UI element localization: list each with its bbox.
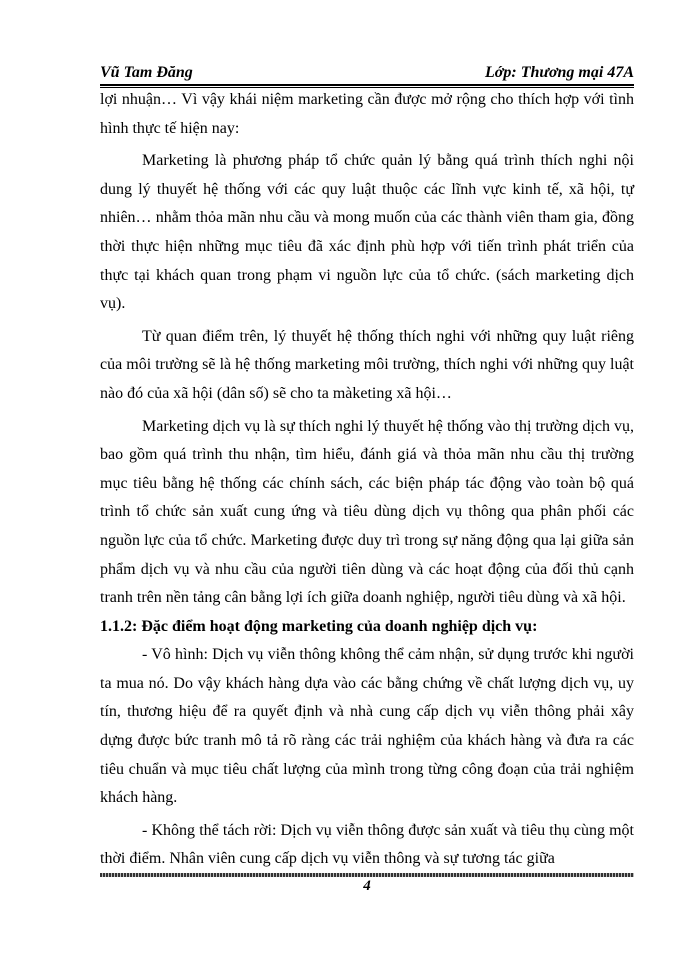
paragraph-marketing-definition: Marketing là phương pháp tổ chức quản lý bằng quá trình thích nghi nội dung lý thuyết hệ thống với các quy luật thuộc các lĩnh vực kinh tế, xã hội, tự nhiên… nhằm thỏa mãn nhu cầu và mong muốn của các thành viên tham gia, đồng thời thực hiện những mục tiêu đã xác định phù hợp với tiến trình phát triển của thực tại khách quan trong phạm vi nguồn lực của tổ chức. (sách marketing dịch vụ). (100, 152, 634, 313)
page-body (100, 86, 634, 874)
footer-rule (100, 873, 634, 877)
header-class: Lớp: Thương mại 47A (485, 64, 634, 81)
paragraph-intangible: - Vô hình: Dịch vụ viễn thông không thể cảm nhận, sử dụng trước khi người ta mua nó. Do vậy khách hàng dựa vào các bằng chứng về chất lượng dịch vụ, uy tín, thương hiệu để ra quyết định và nhà cung cấp dịch vụ viễn thông phải xây dựng được bức tranh mô tả rõ ràng các trải nghiệm của khách hàng và đưa ra các tiêu chuẩn và mục tiêu chất lượng của mình trong từng công đoạn của trải nghiệm khách hàng. (100, 646, 634, 807)
paragraph-service-marketing: Marketing dịch vụ là sự thích nghi lý thuyết hệ thống vào thị trường dịch vụ, bao gồm quá trình thu nhận, tìm hiểu, đánh giá và thỏa mãn nhu cầu thị trường mục tiêu bằng hệ thống các chính sách, các biện pháp tác động vào toàn bộ quá trình tổ chức sản xuất cung ứng và tiêu dùng dịch vụ thông qua phân phối các nguồn lực của tổ chức. Marketing được duy trì trong sự năng động qua lại giữa sản phẩm dịch vụ và nhu cầu của người tiên dùng và các hoạt động của đối thủ cạnh tranh trên nền tảng cân bằng lợi ích giữa doanh nghiệp, người tiêu dùng và xã hội. (100, 417, 634, 607)
header-author: Vũ Tam Đăng (100, 64, 193, 81)
paragraph-continuation: lợi nhuận… Vì vậy khái niệm marketing cần được mở rộng cho thích hợp với tình hình thực tế hiện nay: (100, 91, 634, 137)
section-heading: 1.1.2: Đặc điểm hoạt động marketing của doanh nghiệp dịch vụ: (100, 617, 538, 635)
page-header (100, 62, 634, 84)
paragraph-systems-theory: Từ quan điểm trên, lý thuyết hệ thống thích nghi với những quy luật riêng của môi trường sẽ là hệ thống marketing môi trường, thích nghi với những quy luật nào đó của xã hội (dân số) sẽ cho ta màketing xã hội… (100, 327, 634, 402)
page-number: 4 (363, 878, 371, 894)
paragraph-inseparable: - Không thể tách rời: Dịch vụ viễn thông được sản xuất và tiêu thụ cùng một thời điểm. Nhân viên cung cấp dịch vụ viễn thông và sự tương tác giữa (100, 821, 634, 868)
